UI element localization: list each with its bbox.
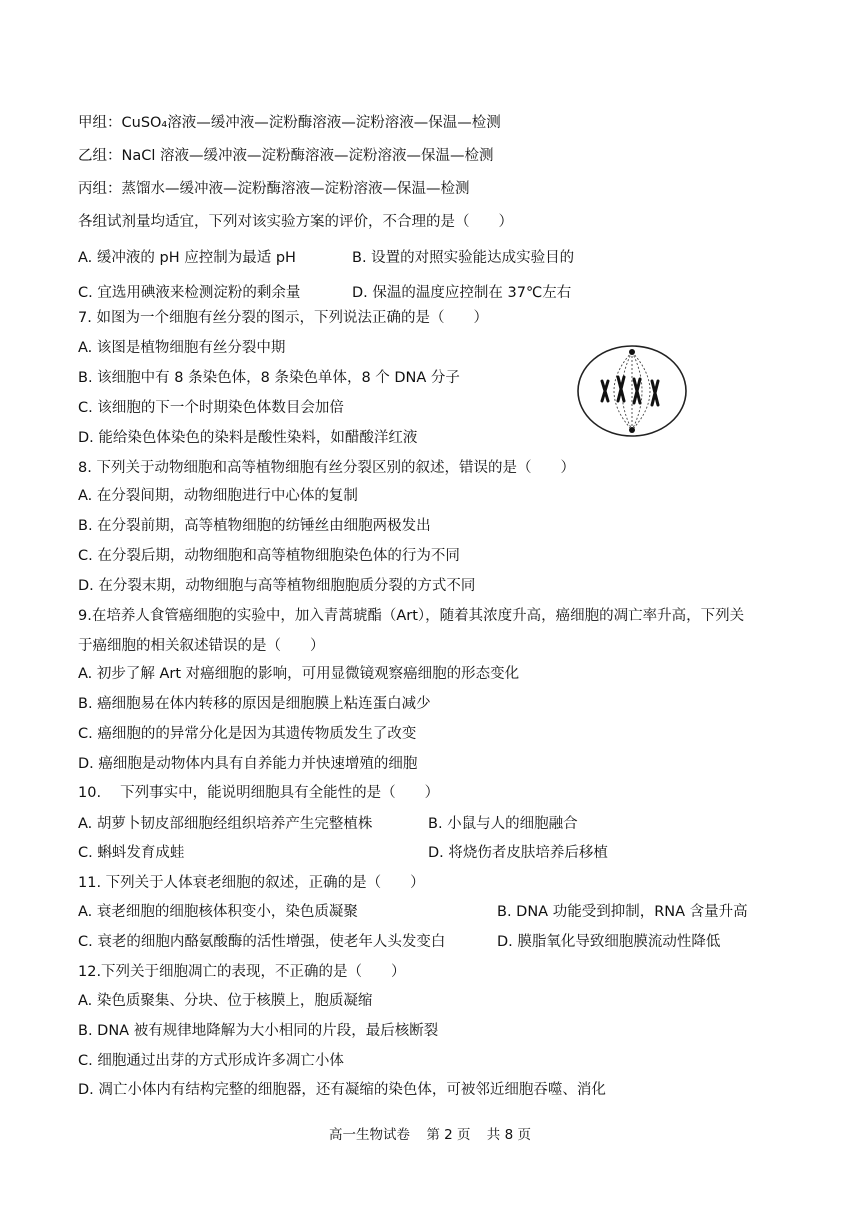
- q12-option-d: D. 凋亡小体内有结构完整的细胞器，还有凝缩的染色体，可被邻近细胞吞噬、消化: [78, 1082, 606, 1098]
- q11-option-a: A. 衰老细胞的细胞核体积变小，染色质凝聚: [78, 904, 358, 920]
- q12-option-c: C. 细胞通过出芽的方式形成许多凋亡小体: [78, 1053, 344, 1069]
- page-footer: [0, 1125, 860, 1145]
- q7-option-a: A. 该图是植物细胞有丝分裂中期: [78, 340, 286, 356]
- q6-option-b: B. 设置的对照实验能达成实验目的: [352, 250, 575, 266]
- q9-option-a: A. 初步了解 Art 对癌细胞的影响，可用显微镜观察癌细胞的形态变化: [78, 666, 520, 682]
- q6-option-d: D. 保温的温度应控制在 37℃左右: [352, 285, 572, 301]
- q7-option-c: C. 该细胞的下一个时期染色体数目会加倍: [78, 400, 344, 416]
- q9-option-c: C. 癌细胞的的异常分化是因为其遗传物质发生了改变: [78, 726, 417, 742]
- q12-option-a: A. 染色质聚集、分块、位于核膜上，胞质凝缩: [78, 993, 373, 1009]
- q10-option-b: B. 小鼠与人的细胞融合: [428, 816, 578, 832]
- q10-option-a: A. 胡萝卜韧皮部细胞经组织培养产生完整植株: [78, 816, 373, 832]
- q6-option-c: C. 宜选用碘液来检测淀粉的剩余量: [78, 285, 301, 301]
- q9-stem: 9.在培养人食管癌细胞的实验中，加入青蒿琥酯（Art），随着其浓度升高，癌细胞的凋亡率升高，下列关: [78, 608, 745, 624]
- q12-option-b: B. DNA 被有规律地降解为大小相同的片段，最后核断裂: [78, 1023, 439, 1039]
- q6-stem: 各组试剂量均适宜，下列对该实验方案的评价，不合理的是（ ）: [78, 214, 513, 230]
- group-jia: 甲组：CuSO₄溶液—缓冲液—淀粉酶溶液—淀粉溶液—保温—检测: [78, 115, 501, 131]
- q11-stem: 11. 下列关于人体衰老细胞的叙述，正确的是（ ）: [78, 875, 425, 891]
- group-bing: 丙组：蒸馏水—缓冲液—淀粉酶溶液—淀粉溶液—保温—检测: [78, 181, 470, 197]
- footer-page-number: 第 2 页: [426, 1127, 471, 1143]
- q7-option-b: B. 该细胞中有 8 条染色体，8 条染色单体，8 个 DNA 分子: [78, 370, 460, 386]
- q10-stem: 10. 下列事实中，能说明细胞具有全能性的是（ ）: [78, 785, 440, 801]
- q10-option-c: C. 蝌蚪发育成蛙: [78, 845, 185, 861]
- q7-stem: 7. 如图为一个细胞有丝分裂的图示，下列说法正确的是（ ）: [78, 310, 488, 326]
- q8-option-b: B. 在分裂前期，高等植物细胞的纺锤丝由细胞两极发出: [78, 518, 431, 534]
- q9-option-b: B. 癌细胞易在体内转移的原因是细胞膜上粘连蛋白减少: [78, 696, 431, 712]
- mitosis-cell-diagram-icon: [576, 343, 688, 439]
- q12-stem: 12.下列关于细胞凋亡的表现，不正确的是（ ）: [78, 964, 406, 980]
- q11-option-c: C. 衰老的细胞内酪氨酸酶的活性增强，使老年人头发变白: [78, 934, 446, 950]
- q8-option-c: C. 在分裂后期，动物细胞和高等植物细胞染色体的行为不同: [78, 548, 460, 564]
- q8-option-a: A. 在分裂间期，动物细胞进行中心体的复制: [78, 488, 358, 504]
- q8-option-d: D. 在分裂末期，动物细胞与高等植物细胞胞质分裂的方式不同: [78, 578, 476, 594]
- group-yi: 乙组：NaCl 溶液—缓冲液—淀粉酶溶液—淀粉溶液—保温—检测: [78, 148, 494, 164]
- q8-stem: 8. 下列关于动物细胞和高等植物细胞有丝分裂区别的叙述，错误的是（ ）: [78, 460, 575, 476]
- q11-option-b: B. DNA 功能受到抑制，RNA 含量升高: [497, 904, 748, 920]
- q9-stem-cont: 于癌细胞的相关叙述错误的是（ ）: [78, 638, 325, 654]
- q10-option-d: D. 将烧伤者皮肤培养后移植: [428, 845, 608, 861]
- footer-title: 高一生物试卷: [329, 1127, 411, 1143]
- q11-option-d: D. 膜脂氧化导致细胞膜流动性降低: [497, 934, 721, 950]
- q9-option-d: D. 癌细胞是动物体内具有自养能力并快速增殖的细胞: [78, 756, 418, 772]
- q6-option-a: A. 缓冲液的 pH 应控制为最适 pH: [78, 250, 296, 266]
- footer-total-pages: 共 8 页: [486, 1127, 531, 1143]
- q7-option-d: D. 能给染色体染色的染料是酸性染料，如醋酸洋红液: [78, 430, 418, 446]
